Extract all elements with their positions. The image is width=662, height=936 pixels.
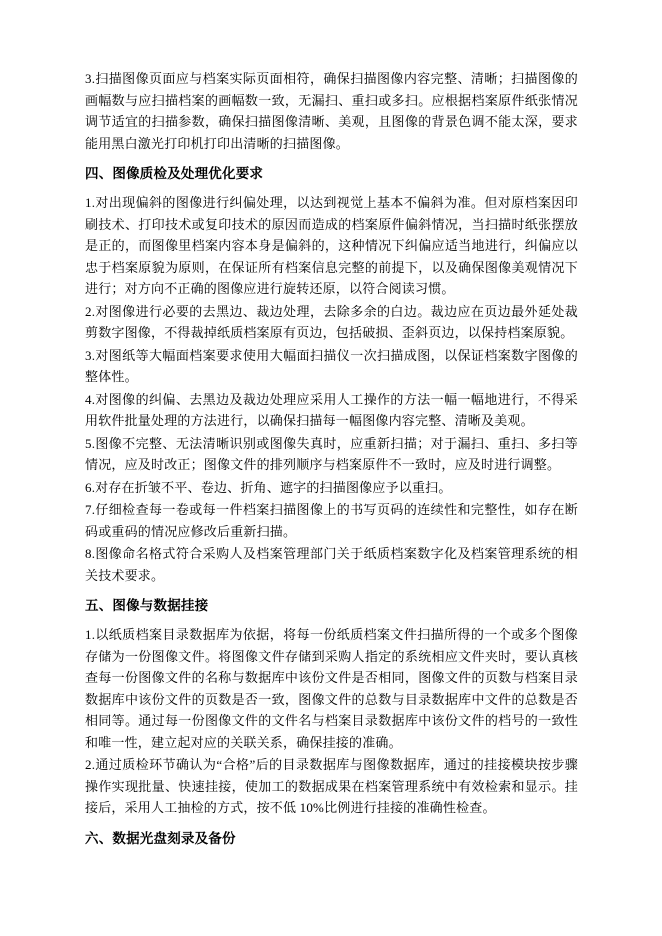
paragraph-qc-item-2: 2.对图像进行必要的去黑边、裁边处理，去除多余的白边。裁边应在页边最外延处裁剪数字图像，不得裁掉纸质档案原有页边，包括破损、歪斜页边，以保持档案原貌。 [85, 303, 578, 340]
paragraph-qc-item-4: 4.对图像的纠偏、去黑边及裁边处理应采用人工操作的方法一幅一幅地进行，不得采用软件批量处理的方法进行，以确保扫描每一幅图像内容完整、清晰及美观。 [85, 391, 578, 428]
paragraph-qc-item-8: 8.图像命名格式符合采购人及档案管理部门关于纸质档案数字化及档案管理系统的相关技术要求。 [85, 546, 578, 583]
paragraph-qc-item-5: 5.图像不完整、无法清晰识别或图像失真时，应重新扫描；对于漏扫、重扫、多扫等情况，应及时改正；图像文件的排列顺序与档案原件不一致时，应及时进行调整。 [85, 435, 578, 472]
paragraph-scan-requirement-3: 3.扫描图像页面应与档案实际页面相符，确保扫描图像内容完整、清晰；扫描图像的画幅数与应扫描档案的画幅数一致，无漏扫、重扫或多扫。应根据档案原件纸张情况调节适宜的扫描参数，确保扫描图像清晰、美观，且图像的背景色调不能太深，要求能用黑白激光打印机打印出清晰的扫描图像。 [85, 71, 578, 151]
paragraph-qc-item-6: 6.对存在折皱不平、卷边、折角、遮字的扫描图像应予以重扫。 [85, 479, 452, 495]
section-heading-4-image-qc: 四、图像质检及处理优化要求 [85, 166, 264, 181]
paragraph-qc-item-3: 3.对图纸等大幅面档案要求使用大幅面扫描仪一次扫描成图，以保证档案数字图像的整体性。 [85, 347, 578, 384]
paragraph-linking-item-2: 2.通过质检环节确认为“合格”后的目录数据库与图像数据库，通过的挂接模块按步骤操作实现批量、快速挂接，使加工的数据成果在档案管理系统中有效检索和显示。挂接后，采用人工抽检的方式，按不低 10%比例进行挂接的准确性检查。 [85, 757, 578, 815]
section-heading-5-image-data-linking: 五、图像与数据挂接 [85, 598, 209, 613]
paragraph-qc-item-7: 7.仔细检查每一卷或每一件档案扫描图像上的书写页码的连续性和完整性，如存在断码或重码的情况应修改后重新扫描。 [85, 502, 578, 539]
section-heading-6-disc-burning-backup: 六、数据光盘刻录及备份 [85, 830, 236, 846]
paragraph-qc-item-1: 1.对出现偏斜的图像进行纠偏处理，以达到视觉上基本不偏斜为准。但对原档案因印刷技术、打印技术或复印技术的原因而造成的档案原件偏斜情况，当扫描时纸张摆放是正的，而图像里档案内容本身是偏斜的，这种情况下纠偏应适当地进行，纠偏应以忠于档案原貌为原则，在保证所有档案信息完整的前提下，以及确保图像美观情况下进行；对方向不正确的图像应进行旋转还原，以符合阅读习惯。 [85, 195, 578, 296]
paragraph-linking-item-1: 1.以纸质档案目录数据库为依据，将每一份纸质档案文件扫描所得的一个或多个图像存储为一份图像文件。将图像文件存储到采购人指定的系统相应文件夹时，要认真核查每一份图像文件的名称与数据库中该份文件是否相同，图像文件的页数与档案目录数据库中该份文件的页数是否一致，图像文件的总数与目录数据库中文件的总数是否相同等。通过每一份图像文件的文件名与档案目录数据库中该份文件的档号的一致性和唯一性，建立起对应的关联关系，确保挂接的准确。 [85, 627, 578, 750]
